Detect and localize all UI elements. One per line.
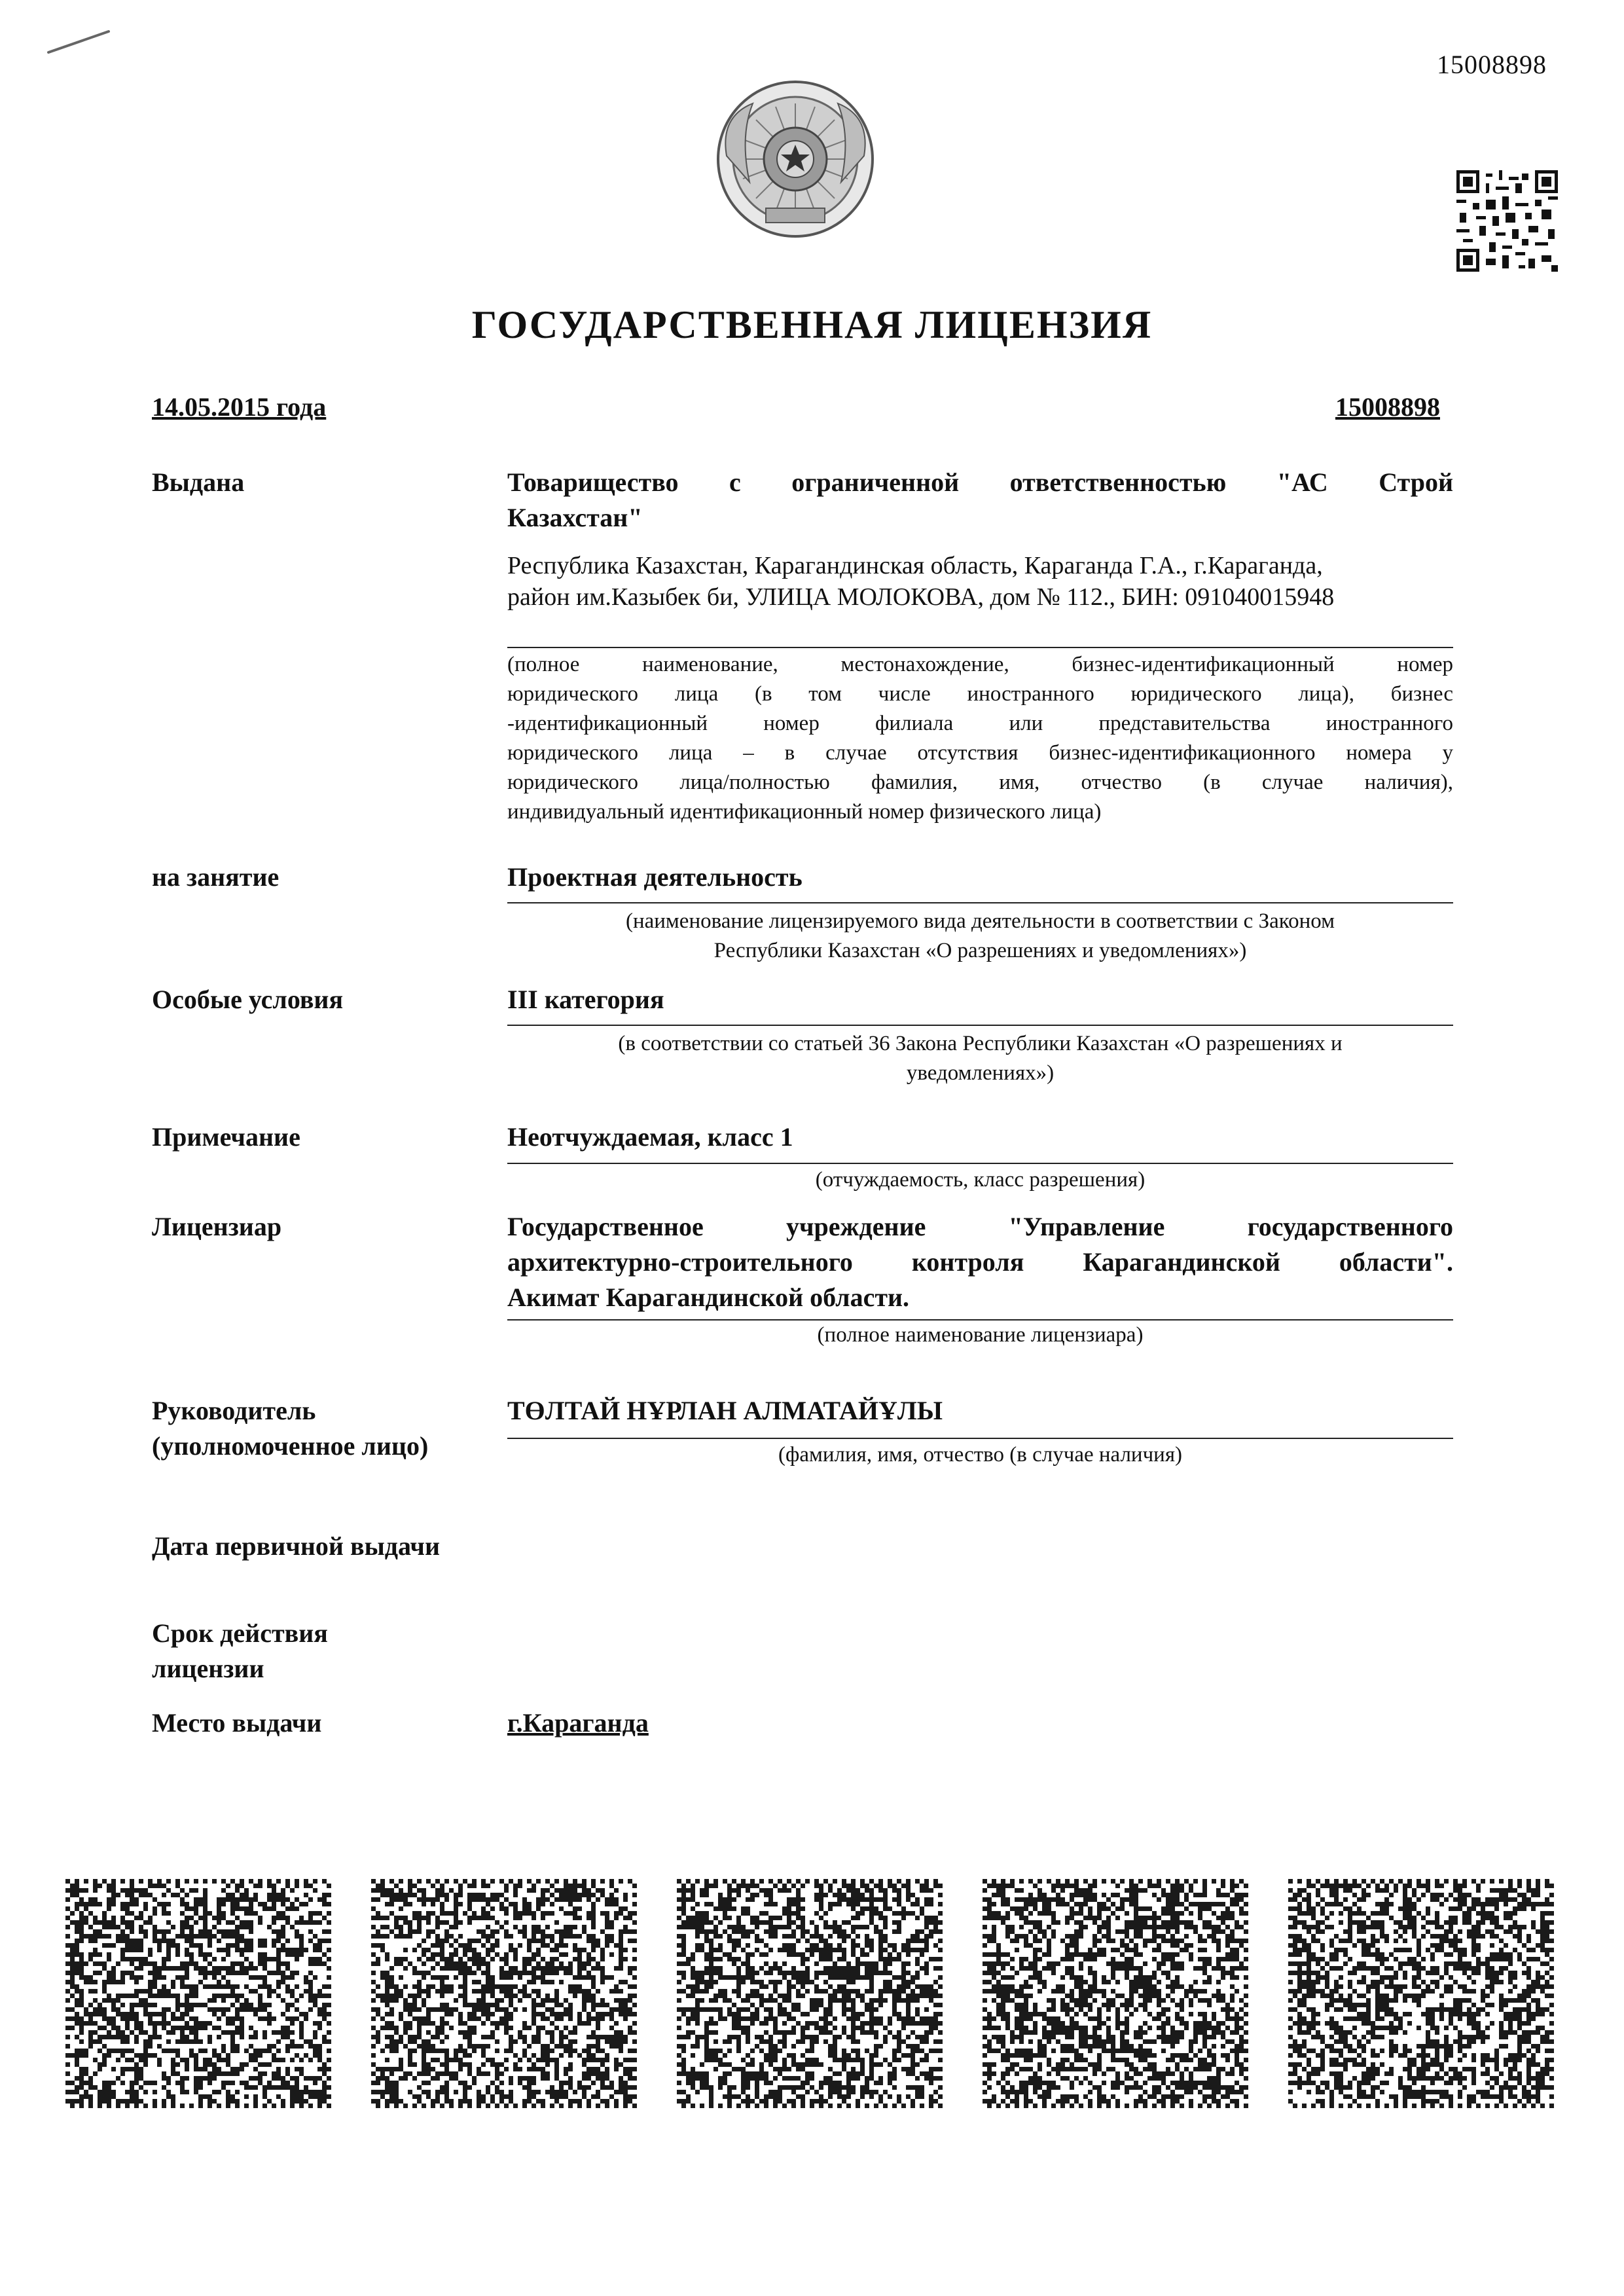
licensor-line3: Акимат Карагандинской области. xyxy=(507,1283,910,1312)
activity-hint xyxy=(507,907,1453,966)
divider xyxy=(507,1025,1453,1026)
licensor-hint: (полное наименование лицензиара) xyxy=(817,1323,1144,1347)
validity-label xyxy=(152,1616,328,1686)
licensor-line2: архитектурно-строительного контроля Карагандинской области". xyxy=(507,1247,1453,1277)
place-label: Место выдачи xyxy=(152,1708,322,1738)
conditions-hint xyxy=(507,1029,1453,1088)
licensor-block xyxy=(507,1209,1453,1315)
barcode-strip xyxy=(65,1879,1558,2108)
note-hint: (отчуждаемость, класс разрешения) xyxy=(815,1168,1146,1192)
hint-line: юридического лица – в случае отсутствия бизнес-идентификационного номера у xyxy=(507,741,1453,765)
validity-label-line1: Срок действия xyxy=(152,1618,328,1648)
issued-to-name-line2: Казахстан" xyxy=(507,503,643,532)
hint-line: (наименование лицензируемого вида деятельности в соответствии с Законом xyxy=(625,909,1335,933)
issue-date: 14.05.2015 года xyxy=(152,392,327,422)
hint-line: (полное наименование, местонахождение, бизнес-идентификационный номер xyxy=(507,653,1453,676)
divider xyxy=(507,647,1453,648)
divider xyxy=(507,1163,1453,1164)
head-label xyxy=(152,1393,428,1464)
address-line2: район им.Казыбек би, УЛИЦА МОЛОКОВА, дом № 112., БИН: 091040015948 xyxy=(507,583,1335,611)
scan-mark xyxy=(46,26,111,59)
issued-to-label: Выдана xyxy=(152,467,245,497)
head-value: ТӨЛТАЙ НҰРЛАН АЛМАТАЙҰЛЫ xyxy=(507,1396,943,1425)
barcode-block-icon xyxy=(983,1879,1251,2108)
validity-label-line2: лицензии xyxy=(152,1654,264,1683)
barcode-block-icon xyxy=(677,1879,945,2108)
licensor-label: Лицензиар xyxy=(152,1212,282,1241)
head-hint: (фамилия, имя, отчество (в случае наличия) xyxy=(778,1443,1183,1467)
first-issue-label: Дата первичной выдачи xyxy=(152,1531,441,1561)
activity-value: Проектная деятельность xyxy=(507,862,803,892)
hint-line: индивидуальный идентификационный номер физического лица) xyxy=(507,800,1102,824)
state-emblem-icon xyxy=(713,77,877,241)
page-title: ГОСУДАРСТВЕННАЯ ЛИЦЕНЗИЯ xyxy=(471,303,1153,346)
divider xyxy=(507,902,1453,903)
conditions-value: III категория xyxy=(507,985,664,1014)
hint-line: -идентификационный номер филиала или представительства иностранного xyxy=(507,712,1453,735)
qr-code-icon xyxy=(1456,170,1558,272)
hint-line: Республики Казахстан «О разрешениях и уведомлениях») xyxy=(713,939,1247,962)
note-label: Примечание xyxy=(152,1122,300,1152)
activity-label: на занятие xyxy=(152,862,280,892)
license-number: 15008898 xyxy=(1335,392,1440,422)
hint-line: уведомлениях») xyxy=(906,1061,1055,1085)
barcode-block-icon xyxy=(371,1879,640,2108)
note-value: Неотчуждаемая, класс 1 xyxy=(507,1122,793,1152)
licensor-line1: Государственное учреждение "Управление государственного xyxy=(507,1212,1453,1241)
barcode-block-icon xyxy=(1288,1879,1557,2108)
hint-line: (в соответствии со статьей 36 Закона Республики Казахстан «О разрешениях и xyxy=(618,1032,1343,1055)
issued-to-hint xyxy=(507,650,1453,827)
head-label-line2: (уполномоченное лицо) xyxy=(152,1431,429,1461)
divider xyxy=(507,1438,1453,1439)
issued-to-address xyxy=(507,550,1453,613)
hint-line: юридического лица/полностью фамилия, имя, отчество (в случае наличия), xyxy=(507,771,1453,794)
conditions-label: Особые условия xyxy=(152,985,344,1014)
address-line1: Республика Казахстан, Карагандинская область, Караганда Г.А., г.Караганда, xyxy=(507,552,1323,579)
issued-to-block xyxy=(507,465,1453,536)
hint-line: юридического лица (в том числе иностранного юридического лица), бизнес xyxy=(507,682,1453,706)
place-value: г.Караганда xyxy=(507,1708,649,1738)
document-number-corner: 15008898 xyxy=(1437,50,1547,79)
barcode-block-icon xyxy=(65,1879,334,2108)
issued-to-name-line1: Товарищество с ограниченной ответственностью "АС Строй xyxy=(507,467,1453,497)
head-label-line1: Руководитель xyxy=(152,1396,316,1425)
